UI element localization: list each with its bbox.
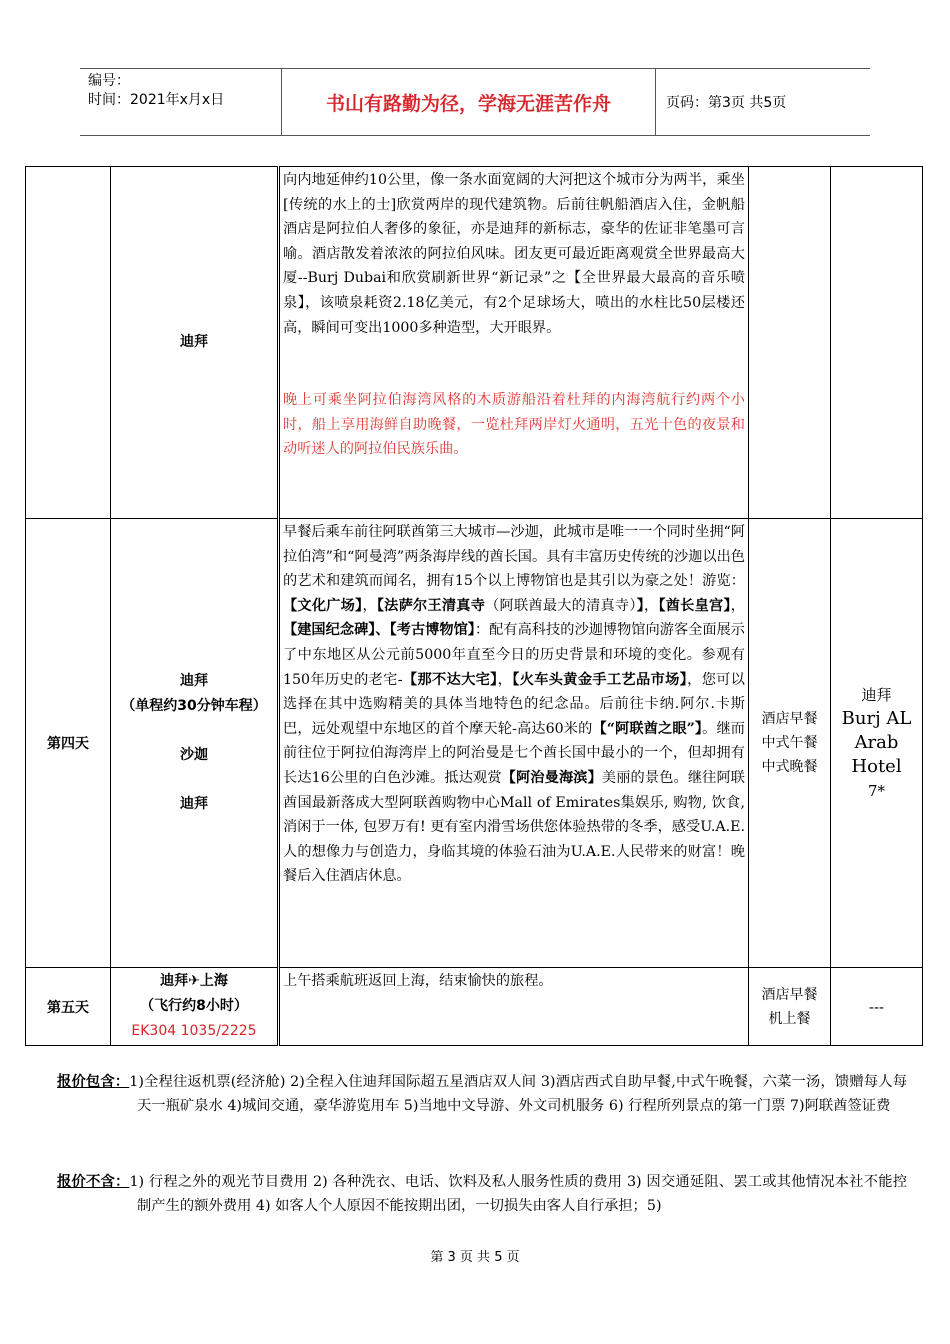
desc-text: ， <box>362 597 377 614</box>
hotel-rating: 7* <box>867 782 886 800</box>
desc-text: ， <box>730 597 745 614</box>
meal-cell <box>749 519 831 968</box>
description-cell <box>279 519 749 968</box>
desc-highlight: 【法萨尔王清真寺 <box>376 597 486 614</box>
meal-line: 机上餐 <box>768 1010 811 1027</box>
header-meta <box>80 69 282 135</box>
price-includes-label: 报价包含： <box>57 1074 130 1090</box>
desc-text: ：配有高科技的沙迦博物馆向游客全面展示了中东地区从公元前5000年直至今日的历史背景和环境的变化。参观有150年历史的老宅- <box>283 622 745 688</box>
price-excludes <box>57 1170 907 1218</box>
meal-line: 中式午餐 <box>761 735 818 751</box>
meal-cell <box>749 968 831 1046</box>
desc-highlight: 【火车头黄金手工艺品市场】 <box>512 671 688 688</box>
itinerary-table <box>25 166 923 1046</box>
description-cell: 上午搭乘航班返回上海，结束愉快的旅程。 <box>279 968 749 1046</box>
desc-text: ， <box>497 671 513 688</box>
hotel-city: 迪拜 <box>861 686 892 704</box>
doc-date-label: 时间：2021年x月x日 <box>88 92 225 108</box>
day-cell: 第五天 <box>26 968 111 1046</box>
table-row <box>26 519 923 968</box>
desc-text: （阿联酋最大的清真寺） <box>485 597 637 614</box>
hotel-cell <box>831 519 923 968</box>
city-cell: 迪拜 <box>111 167 279 519</box>
city-line: 迪拜 <box>180 673 208 689</box>
header-slogan: 书山有路勤为径，学海无涯苦作舟 <box>282 69 656 135</box>
city-line: 沙迦 <box>180 747 208 763</box>
header-page-label: 页码：第3页 共5页 <box>666 95 787 111</box>
desc-text: 早餐后乘车前往阿联酋第三大城市—沙迦，此城市是唯一一个同时坐拥“阿拉伯湾”和“阿曼湾”两条海岸线的酋长国。具有丰富历史传统的沙迦以出色的艺术和建筑而闻名，拥有15个以上博物馆也是其引以为豪之处！游览： <box>283 524 745 590</box>
table-row <box>26 167 923 519</box>
day-cell <box>26 167 111 519</box>
meal-cell <box>749 167 831 519</box>
city-cell <box>111 519 279 968</box>
desc-highlight: 【阿治曼海滨】 <box>501 769 602 786</box>
meal-line: 酒店早餐 <box>761 711 818 727</box>
meal-line: 酒店早餐 <box>761 986 818 1003</box>
price-excludes-label: 报价不含： <box>57 1174 130 1190</box>
description-text: 向内地延伸约10公里，像一条水面宽阔的大河把这个城市分为两半，乘坐[传统的水上的士]欣赏两岸的现代建筑物。后前往帆船酒店入住，金帆船酒店是阿拉伯人奢侈的象征，亦是迪拜的新标志，豪华的佐证非笔墨可言喻。酒店散发着浓浓的阿拉伯风味。团友更可最近距离观赏全世界最高大厦--Burj Dubai和欣赏刷新世界“新记录”之【全世界最大最高的音乐喷泉】，该喷泉耗资2.18亿美元，有2个足球场大，喷出的水柱比50层楼还高，瞬间可变出1000多种造型，大开眼界。 <box>283 172 745 336</box>
desc-text: ， <box>644 597 659 614</box>
table-row <box>26 968 923 1046</box>
price-excludes-text: 1) 行程之外的观光节目费用 2) 各种洗衣、电话、饮料及私人服务性质的费用 3) 因交通延阻、罢工或其他情况本社不能控制产生的额外费用 4) 如客人个人原因不能按期出团，一切损失由客人自行承担；5) <box>129 1174 907 1214</box>
city-line: 迪拜 <box>180 796 208 812</box>
hotel-cell <box>831 167 923 519</box>
desc-text: 。继而前往位于阿拉伯海湾岸上的阿治曼是七个酋长国中最小的一个，但却拥有长达16公里的白色沙滩。抵达观赏 <box>283 720 745 786</box>
desc-highlight: 【建国纪念碑】、【考古博物馆】 <box>283 622 475 639</box>
route-line: 迪拜✈上海 <box>160 973 228 989</box>
description-cell <box>279 167 749 519</box>
page-footer: 第 3 页 共 5 页 <box>430 1250 520 1265</box>
desc-highlight: 【“阿联酋之眼”】 <box>592 720 703 737</box>
meal-line: 中式晚餐 <box>761 759 818 775</box>
desc-highlight: 【文化广场】 <box>283 597 363 614</box>
evening-cruise-text: 晚上可乘坐阿拉伯海湾风格的木质游船沿着杜拜的内海湾航行约两个小时，船上享用海鲜自助晚餐，一览杜拜两岸灯火通明，五光十色的夜景和动听迷人的阿拉伯民族乐曲。 <box>283 392 745 458</box>
price-includes <box>57 1070 907 1118</box>
flight-number: EK304 1035/2225 <box>131 1023 257 1039</box>
city-line: （单程约30分钟车程） <box>121 698 267 714</box>
hotel-name: Burj AL Arab Hotel <box>841 708 912 777</box>
doc-number-label: 编号： <box>88 73 130 89</box>
city-cell <box>111 968 279 1046</box>
desc-highlight: 【酋长皇宫】 <box>658 597 731 614</box>
desc-highlight: 】 <box>636 597 645 614</box>
desc-text: 美丽的景色。继往阿联酋国最新落成大型阿联酋购物中心Mall of Emirates集娱乐, 购物, 饮食, 消闲于一体, 包罗万有! 更有室内滑雪场供您体验热带的冬季，感受U.A.E.人的想像力与创造力，身临其境的体验石油为U.A.E.人民带来的财富！晚餐后入住酒店休息。 <box>283 769 745 885</box>
flight-duration: （飞行约8小时） <box>140 998 248 1014</box>
day-cell: 第四天 <box>26 519 111 968</box>
hotel-cell: --- <box>831 968 923 1046</box>
page-header <box>80 68 870 136</box>
price-includes-text: 1)全程往返机票(经济舱) 2)全程入住迪拜国际超五星酒店双人间 3)酒店西式自助早餐,中式午晚餐，六菜一汤，馈赠每人每天一瓶矿泉水 4)城间交通，豪华游览用车 5)当地中文导游、外文司机服务 6) 行程所列景点的第一门票 7)阿联酋签证费 <box>129 1074 907 1114</box>
desc-highlight: 【那不达大宅】 <box>402 671 498 688</box>
desc-text: ，您可以选择在其中选购精美的具体当地特色的纪念品。后前往卡纳.阿尔.卡斯巴，远处观望中东地区的首个摩天轮-高达60米的 <box>283 671 745 737</box>
